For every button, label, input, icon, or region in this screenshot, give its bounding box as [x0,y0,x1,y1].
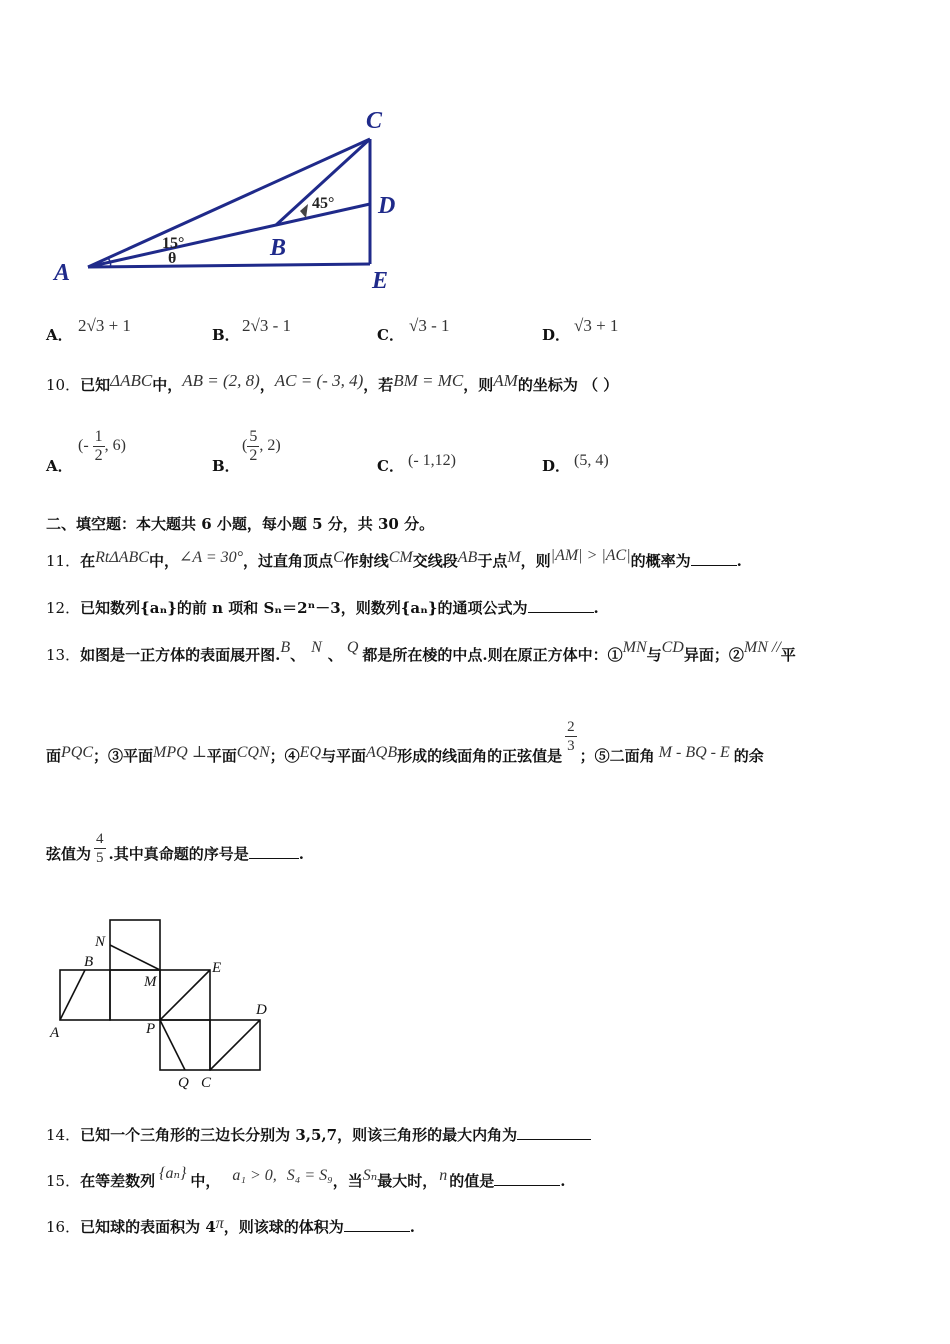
net-label-N: N [95,934,106,950]
net-label-C: C [201,1075,212,1091]
q11-text-1: 在 [80,552,96,570]
q13-line-mn-parallel: MN // [743,639,781,656]
q11-inequality: |AM| > |AC| [550,547,631,564]
q16-pi: π [215,1215,224,1232]
net-label-B: B [84,954,94,970]
segment-PE [160,970,210,1020]
q11-segment-ab: AB [457,549,478,566]
angle-theta: θ [168,250,177,267]
q13-line-2 [46,718,764,765]
q16-number: 16． [46,1218,81,1236]
net-face-left [60,970,110,1020]
q9-option-d-letter: D． [542,326,571,344]
q15-text-2: 中， [190,1172,221,1190]
q16-stem [46,1216,415,1237]
label-C: C [366,108,383,134]
q13-point-n: N [311,639,322,656]
q13-text-3a: 弦值为 [46,844,92,863]
q15-n: n [439,1167,448,1184]
q13-plane-mpq: MPQ ⊥ [153,743,207,761]
q13-sep-1: 、 [290,646,306,664]
q13-line-1 [46,639,796,665]
q9-option-c: √3 - 1 [409,316,450,335]
q12-answer-blank[interactable] [528,598,594,613]
q10-text-3: ， [259,376,275,394]
net-label-P: P [146,1021,156,1037]
q9-option-b: 2√3 - 1 [242,316,291,335]
q11-text-5: 交线段 [412,552,458,570]
q10-vector-ab: AB = (2, 8) [182,371,260,390]
q11-text-6: 于点 [477,552,508,570]
q11-point-c: C [333,549,344,566]
segment-AB [60,970,85,1020]
q11-angle: ∠A = 30° [178,549,244,566]
q11-point-m: M [507,549,521,566]
q15-answer-blank[interactable] [494,1171,560,1186]
q14-number: 14． [46,1126,81,1144]
net-label-M: M [144,974,157,990]
label-D: D [378,193,396,219]
segment-AE [88,264,370,267]
q13-number: 13． [46,646,81,664]
label-B: B [270,235,287,261]
net-label-Q: Q [178,1075,189,1091]
q16-answer-blank[interactable] [344,1217,410,1232]
q10-a-fraction [93,428,105,465]
q10-option-a-letter: A． [46,457,73,475]
q15-number: 15． [46,1172,81,1190]
q15-sequence: {aₙ} [159,1165,187,1182]
q10-vector-ac: AC = (- 3, 4) [274,371,364,390]
q10-vector-am: AM [493,371,518,390]
q9-option-c-letter: C． [377,326,404,344]
q13-fraction-4-5 [94,830,106,867]
q10-text-6: 的坐标为 （ ） [517,376,619,394]
angle-45: 45° [312,195,335,212]
net-face-top [110,920,160,970]
q10-text-2: 中， [152,376,183,394]
q9-option-a-letter: A． [46,326,73,344]
q13-f2-num: 4 [96,831,104,847]
q9-option-b-letter: B． [212,326,240,344]
q13-dihedral: M - BQ - E [658,743,730,761]
q15-text-1: 在等差数列 [80,1172,156,1190]
q10-a-post: , 6) [104,437,126,455]
q15-stem [46,1165,566,1191]
angle-15: 15° [162,235,185,252]
q11-text-3: ，过直角顶点 [243,552,334,570]
q16-text-1: 已知球的表面积为 4 [80,1218,216,1236]
q13-plane-aqb: AQB [366,743,398,761]
q13-text-2c: 平面 [206,746,237,765]
q10-options [46,428,906,476]
q13-text-1d: 异面；② [683,646,744,664]
q15-end: . [560,1172,566,1190]
q11-text-4: 作射线 [343,552,389,570]
q10-stem [46,371,619,395]
q10-b-den: 2 [249,447,258,464]
q11-number: 11． [46,552,81,570]
q10-a-den: 2 [94,447,103,464]
q10-b-post: , 2) [259,437,281,455]
q11-answer-blank[interactable] [691,551,737,566]
q9-option-d: √3 + 1 [574,316,619,335]
q10-option-d: (5, 4) [574,452,609,469]
q10-option-b [242,428,281,465]
q13-f1-den: 3 [567,738,575,754]
label-A: A [54,260,71,286]
net-face-bottom-1 [160,1020,210,1070]
q11-text-2: 中， [148,552,179,570]
q13-text-1a: 如图是一正方体的表面展开图. [80,646,281,664]
q13-line-eq: EQ [299,743,321,761]
segment-AD [88,204,370,267]
q10-text-1: 已知 [80,376,111,394]
q15-text-3: ，当 [332,1172,363,1190]
q12-stem [46,597,599,618]
q13-point-b: B [280,639,291,656]
triangle-figure [40,100,420,295]
net-label-D: D [256,1002,267,1018]
q10-a-pre: (- [78,437,93,455]
q13-text-3b: .其中真命题的序号是 [108,844,249,863]
q10-number: 10． [46,376,81,394]
segment-BC [276,139,370,225]
q13-end: . [298,844,304,863]
segment-PQ [160,1020,185,1070]
q13-line-3 [46,830,304,867]
q15-text-4: 最大时， [377,1172,438,1190]
q13-text-1e: 平 [780,646,796,664]
q10-text-5: ，则 [463,376,494,394]
label-E: E [372,268,389,294]
q13-plane-pqc: PQC [61,743,94,761]
q10-option-a [78,428,126,465]
segment-NM [110,945,160,970]
angle-mark-icon [300,204,308,218]
net-label-E: E [212,960,222,976]
q13-line-mn: MN [622,639,647,656]
q14-text: 已知一个三角形的三边长分别为 3,5,7，则该三角形的最大内角为 [80,1126,518,1144]
q10-b-fraction [247,428,259,465]
q16-end: . [409,1218,416,1236]
q13-text-1c: 与 [646,646,662,664]
cube-net-figure [40,910,280,1095]
q13-plane-cqn: CQN [236,743,270,761]
q15-sn: Sₙ [362,1167,378,1184]
q16-text-2: ，则该球的体积为 [223,1218,344,1236]
q15-condition-1: a₁ > 0, [232,1167,277,1184]
q13-text-2d: ；④ [269,746,300,765]
q10-option-d-letter: D． [542,457,571,475]
q13-text-2f: 形成的线面角的正弦值是 [397,746,563,765]
q15-condition-2: S₄ = S₉ [286,1167,333,1184]
q11-stem [46,547,742,571]
net-label-A: A [50,1025,60,1041]
q10-option-b-letter: B． [212,457,240,475]
q11-text-7: ，则 [520,552,551,570]
q13-text-2b: ；③平面 [93,746,154,765]
q9-option-a: 2√3 + 1 [78,316,131,335]
q11-end: . [736,552,742,570]
q13-line-cd: CD [661,639,684,656]
q13-sep-2: 、 [327,646,343,664]
q13-text-2a: 面 [46,746,62,765]
q13-text-2e: 与平面 [321,746,367,765]
segment-CD [210,1020,260,1070]
q12-number: 12． [46,599,81,617]
q10-option-c-letter: C． [377,457,404,475]
q13-text-2g: ；⑤二面角 [579,746,655,765]
q13-point-q: Q [346,639,359,656]
section-2-header: 二、填空题：本大题共 6 小题，每小题 5 分，共 30 分。 [46,515,435,533]
q11-text-8: 的概率为 [630,552,691,570]
q10-option-c: (- 1,12) [408,452,456,469]
q10-triangle: ΔABC [110,371,153,390]
q13-f1-num: 2 [567,719,575,735]
q11-triangle: RtΔABC [95,549,149,566]
q10-a-num: 1 [94,428,103,445]
q13-answer-blank[interactable] [249,844,299,859]
q10-b-num: 5 [249,428,258,445]
q14-stem [46,1124,591,1145]
q12-text: 已知数列{aₙ}的前 n 项和 Sₙ＝2ⁿ－3，则数列{aₙ}的通项公式为 [80,599,528,617]
q11-ray-cm: CM [388,549,413,566]
q13-text-2h: 的余 [733,746,764,765]
q15-text-5: 的值是 [449,1172,495,1190]
q13-text-1b: 都是所在棱的中点.则在原正方体中：① [362,646,623,664]
q10-text-4: ，若 [363,376,394,394]
q10-condition: BM = MC [393,371,464,390]
q13-f2-den: 5 [96,850,104,866]
q14-answer-blank[interactable] [517,1125,591,1140]
q12-end: . [593,599,599,617]
q10-b-pre: ( [242,437,248,455]
q9-options [46,316,906,344]
q13-fraction-2-3 [565,718,577,755]
